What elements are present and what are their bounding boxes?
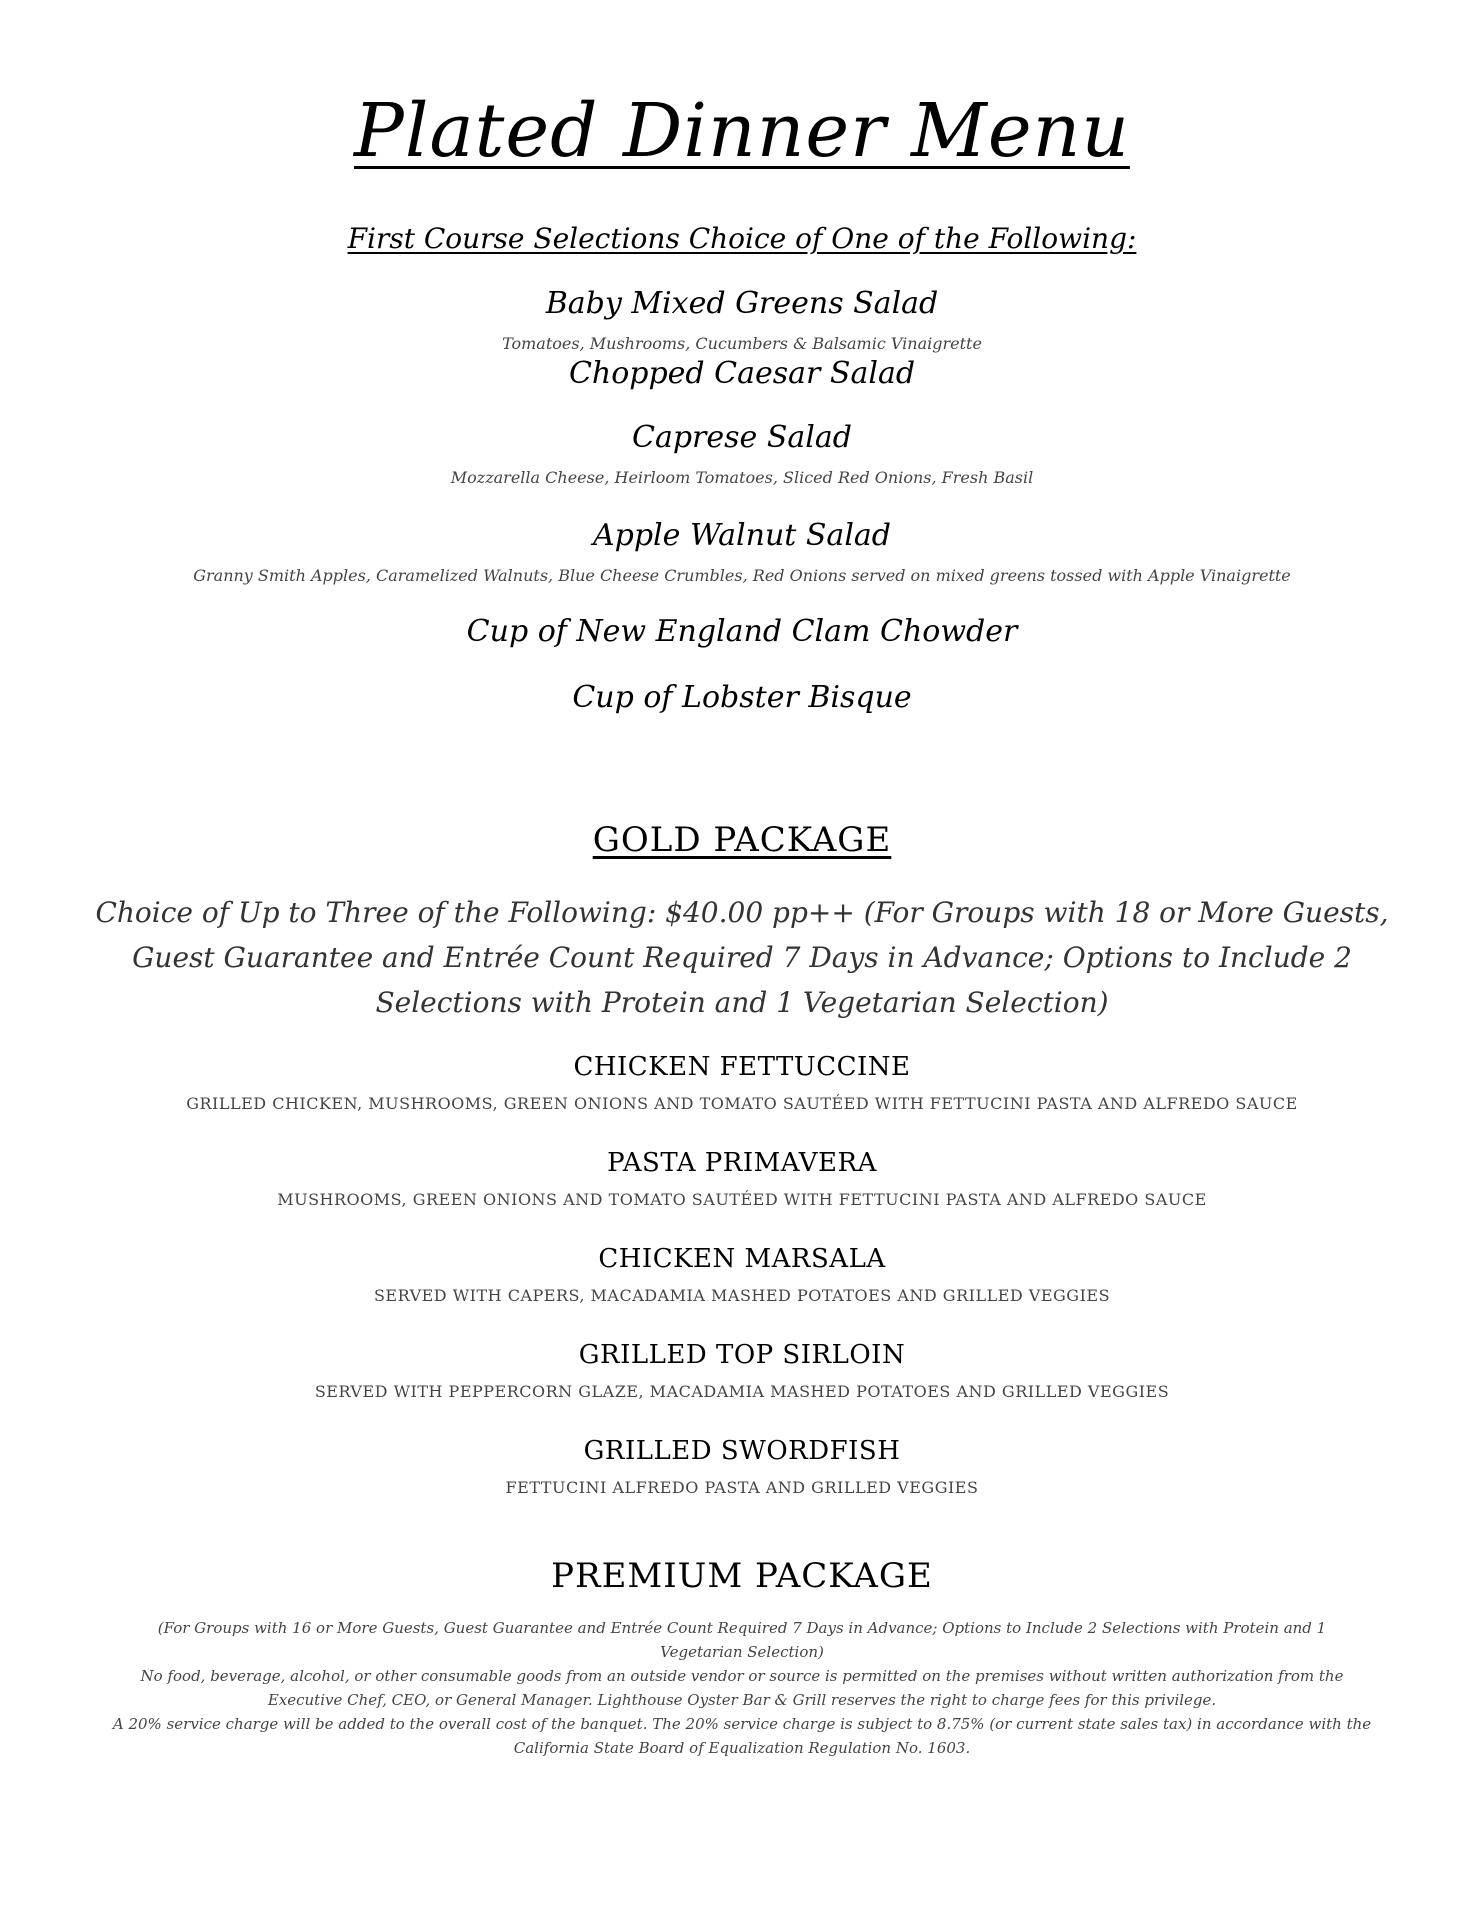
premium-package-note-line: (For Groups with 16 or More Guests, Guest Guarantee and Entrée Count Required 7 Days in Advance; Options to Include 2 Selections with Protein and 1 [157, 1619, 1327, 1637]
policy-note-line: No food, beverage, alcohol, or other consumable goods from an outside vendor or source is permitted on the premises without written authorization from the [140, 1667, 1344, 1685]
entree-desc: SERVED WITH PEPPERCORN GLAZE, MACADAMIA MASHED POTATOES AND GRILLED VEGGIES [314, 1382, 1170, 1401]
first-course-item-name: Cup of Lobster Bisque [572, 680, 912, 715]
entree-name: PASTA PRIMAVERA [607, 1148, 877, 1178]
entree-desc: MUSHROOMS, GREEN ONIONS AND TOMATO SAUTÉED WITH FETTUCINI PASTA AND ALFREDO SAUCE [277, 1190, 1207, 1209]
first-course-item-desc: Mozzarella Cheese, Heirloom Tomatoes, Sliced Red Onions, Fresh Basil [450, 468, 1034, 487]
first-course-item-name: Caprese Salad [632, 420, 852, 455]
entree-desc: FETTUCINI ALFREDO PASTA AND GRILLED VEGGIES [505, 1478, 979, 1497]
first-course-item-name: Chopped Caesar Salad [568, 356, 916, 391]
page-title: Plated Dinner Menu [354, 88, 1130, 174]
policy-note-line: Executive Chef, CEO, or General Manager. Lighthouse Oyster Bar & Grill reserves the right to charge fees for this privilege. [267, 1691, 1217, 1709]
entree-desc: SERVED WITH CAPERS, MACADAMIA MASHED POTATOES AND GRILLED VEGGIES [373, 1286, 1111, 1305]
premium-package-heading: PREMIUM PACKAGE [551, 1556, 933, 1596]
entree-name: GRILLED SWORDFISH [583, 1436, 901, 1466]
first-course-heading: First Course Selections Choice of One of the Following: [347, 222, 1137, 255]
first-course-item-name: Cup of New England Clam Chowder [466, 614, 1018, 649]
entree-name: CHICKEN MARSALA [598, 1244, 886, 1274]
entree-name: CHICKEN FETTUCCINE [573, 1052, 911, 1082]
gold-package-intro-line: Choice of Up to Three of the Following: $40.00 pp++ (For Groups with 18 or More Guests, [95, 896, 1389, 929]
first-course-item-name: Baby Mixed Greens Salad [545, 286, 939, 321]
first-course-item-desc: Tomatoes, Mushrooms, Cucumbers & Balsamic Vinaigrette [502, 334, 982, 353]
premium-package-note-line: Vegetarian Selection) [660, 1643, 824, 1661]
entree-desc: GRILLED CHICKEN, MUSHROOMS, GREEN ONIONS AND TOMATO SAUTÉED WITH FETTUCINI PASTA AND ALFREDO SAUCE [186, 1094, 1298, 1113]
first-course-item-desc: Granny Smith Apples, Caramelized Walnuts, Blue Cheese Crumbles, Red Onions served on mixed greens tossed with Apple Vinaigrette [193, 566, 1291, 585]
gold-package-heading: GOLD PACKAGE [592, 820, 892, 860]
first-course-item-name: Apple Walnut Salad [592, 518, 892, 553]
entree-name: GRILLED TOP SIRLOIN [578, 1340, 906, 1370]
gold-package-intro-line: Selections with Protein and 1 Vegetarian Selection) [375, 986, 1109, 1019]
gold-package-intro-line: Guest Guarantee and Entrée Count Required 7 Days in Advance; Options to Include 2 [132, 941, 1352, 974]
service-charge-note-line: A 20% service charge will be added to the overall cost of the banquet. The 20% service charge is subject to 8.75% (or current state sales tax) in accordance with the [112, 1715, 1372, 1733]
service-charge-note-line: California State Board of Equalization Regulation No. 1603. [513, 1739, 971, 1757]
